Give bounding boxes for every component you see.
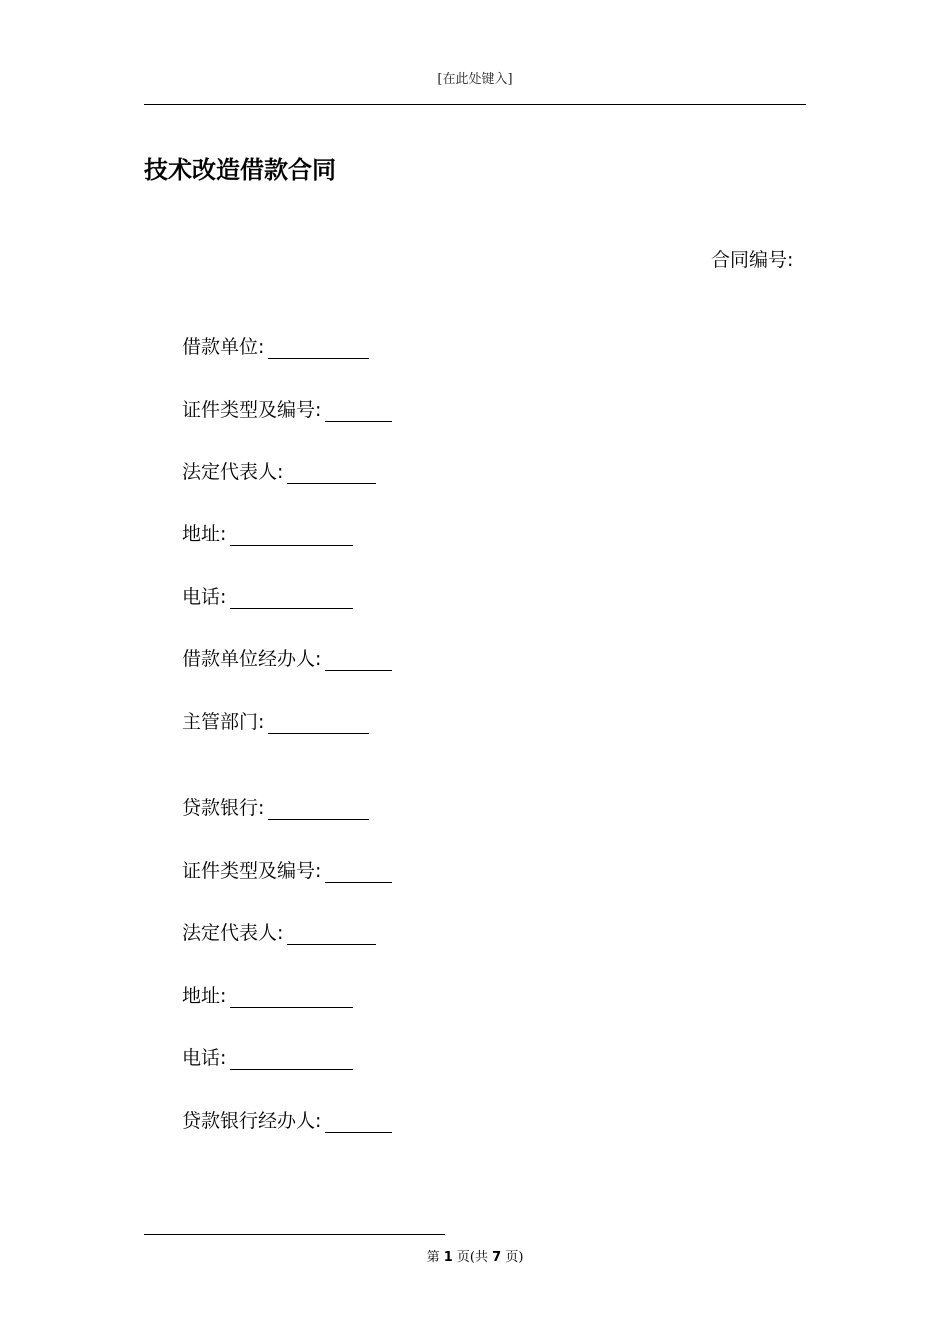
page-total: 7	[492, 1250, 502, 1265]
field-label: 证件类型及编号:	[182, 399, 322, 421]
lender-bank-field	[182, 793, 369, 820]
fill-in-blank[interactable]	[230, 989, 353, 1008]
page-current: 1	[443, 1250, 453, 1265]
fill-in-blank[interactable]	[287, 926, 376, 945]
page-suffix: 页)	[505, 1250, 524, 1265]
fill-in-blank[interactable]	[268, 340, 369, 359]
borrower-phone-field	[182, 582, 353, 609]
borrower-unit-field	[182, 332, 369, 359]
lender-id-type-field	[182, 856, 392, 883]
lender-address-field	[182, 981, 353, 1008]
footer-divider	[144, 1234, 445, 1235]
field-label: 证件类型及编号:	[182, 860, 322, 882]
lender-legal-rep-field	[182, 918, 376, 945]
lender-agent-field	[182, 1106, 392, 1133]
field-label: 地址:	[182, 985, 227, 1007]
field-label: 主管部门:	[182, 711, 265, 733]
lender-phone-field	[182, 1043, 353, 1070]
field-label: 贷款银行:	[182, 797, 265, 819]
borrower-agent-field	[182, 644, 392, 671]
field-label: 地址:	[182, 523, 227, 545]
field-label: 借款单位经办人:	[182, 648, 322, 670]
field-label: 法定代表人:	[182, 461, 284, 483]
borrower-id-type-field	[182, 395, 392, 422]
field-label: 法定代表人:	[182, 922, 284, 944]
contract-number-label: 合同编号:	[711, 249, 794, 271]
page-header[interactable]: [在此处键入]	[437, 72, 513, 87]
fill-in-blank[interactable]	[230, 1051, 353, 1070]
field-label: 电话:	[182, 1047, 227, 1069]
supervising-dept-field	[182, 707, 369, 734]
fill-in-blank[interactable]	[325, 652, 392, 671]
fill-in-blank[interactable]	[325, 864, 392, 883]
header-divider	[144, 104, 806, 105]
fill-in-blank[interactable]	[230, 527, 353, 546]
page-prefix: 第	[426, 1250, 440, 1265]
borrower-legal-rep-field	[182, 457, 376, 484]
fill-in-blank[interactable]	[325, 1114, 392, 1133]
field-label: 借款单位:	[182, 336, 265, 358]
page-number-footer	[0, 1246, 950, 1265]
field-label: 贷款银行经办人:	[182, 1110, 322, 1132]
document-title: 技术改造借款合同	[144, 156, 336, 184]
field-label: 电话:	[182, 586, 227, 608]
fill-in-blank[interactable]	[325, 403, 392, 422]
fill-in-blank[interactable]	[268, 715, 369, 734]
fill-in-blank[interactable]	[268, 801, 369, 820]
page-mid: 页(共	[456, 1250, 488, 1265]
borrower-address-field	[182, 519, 353, 546]
fill-in-blank[interactable]	[287, 465, 376, 484]
fill-in-blank[interactable]	[230, 590, 353, 609]
